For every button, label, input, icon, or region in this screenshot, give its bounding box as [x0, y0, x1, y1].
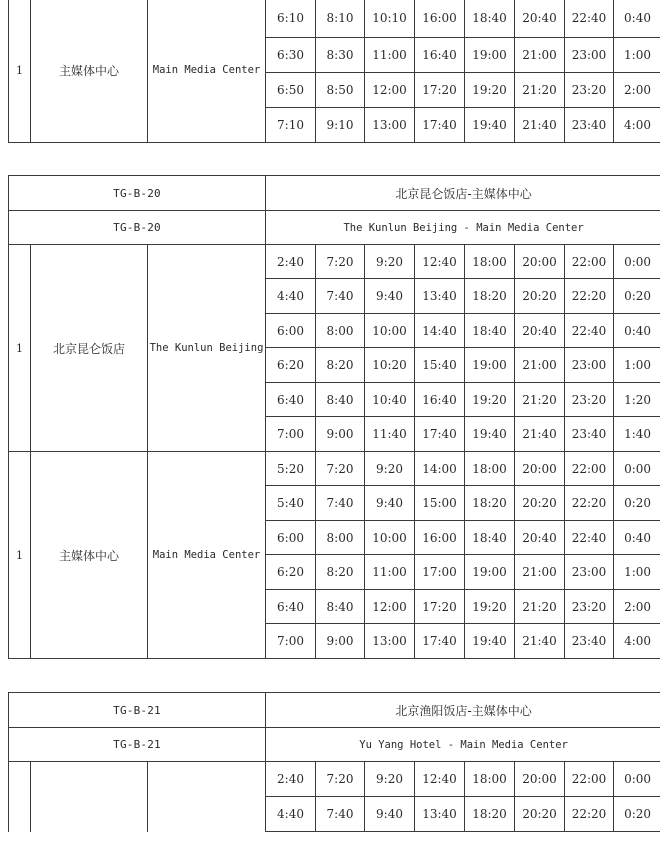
- departure-time: 8:00: [316, 314, 365, 348]
- route-code: TG-B-21: [9, 693, 266, 728]
- departure-time: 22:40: [565, 0, 614, 37]
- departure-time: 8:40: [316, 383, 365, 417]
- departure-time: 9:00: [316, 417, 365, 452]
- departure-time: 7:00: [266, 417, 316, 452]
- route-title-en: Yu Yang Hotel - Main Media Center: [266, 728, 660, 762]
- departure-time: 17:00: [415, 555, 465, 590]
- departure-time: 19:40: [465, 107, 515, 142]
- departure-time: 22:20: [565, 279, 614, 314]
- departure-time: 13:00: [365, 107, 415, 142]
- departure-time: 1:20: [614, 383, 660, 417]
- departure-time: 2:00: [614, 72, 660, 107]
- departure-time: 4:00: [614, 624, 660, 659]
- departure-time: 2:40: [266, 245, 316, 279]
- departure-time: 9:40: [365, 797, 415, 832]
- departure-time: 20:40: [515, 0, 565, 37]
- schedule-table-tg-b-21: [8, 692, 660, 832]
- departure-time: 6:00: [266, 521, 316, 555]
- departure-time: 0:40: [614, 0, 660, 37]
- stop-name-en: The Kunlun Beijing: [148, 245, 266, 452]
- departure-time: 22:40: [565, 521, 614, 555]
- departure-time: 17:20: [415, 590, 465, 624]
- departure-time: 12:00: [365, 72, 415, 107]
- departure-time: 10:00: [365, 314, 415, 348]
- departure-time: 8:40: [316, 590, 365, 624]
- departure-time: 6:00: [266, 314, 316, 348]
- stop-name-en: Main Media Center: [148, 0, 266, 142]
- departure-time: 19:20: [465, 72, 515, 107]
- departure-time: 23:20: [565, 383, 614, 417]
- row-index: 1: [9, 0, 31, 142]
- schedule-table-continued: [8, 0, 660, 143]
- departure-time: 6:20: [266, 555, 316, 590]
- departure-time: 7:20: [316, 452, 365, 486]
- departure-time: 8:20: [316, 555, 365, 590]
- departure-time: 14:00: [415, 452, 465, 486]
- stop-group-kunlun: [9, 245, 660, 452]
- departure-time: 17:40: [415, 417, 465, 452]
- departure-time: 2:00: [614, 590, 660, 624]
- departure-time: 21:00: [515, 348, 565, 383]
- departure-time: 21:20: [515, 383, 565, 417]
- schedule-table-tg-b-20: [8, 175, 660, 659]
- departure-time: 0:40: [614, 314, 660, 348]
- table-header-row: [9, 728, 660, 762]
- departure-time: 10:00: [365, 521, 415, 555]
- departure-time: 18:20: [465, 486, 515, 521]
- departure-time: 20:00: [515, 452, 565, 486]
- departure-time: 13:00: [365, 624, 415, 659]
- departure-time: 20:40: [515, 521, 565, 555]
- departure-time: 15:00: [415, 486, 465, 521]
- stop-name-cn-cell: [31, 762, 148, 832]
- row-index: 1: [9, 452, 31, 659]
- schedule-table-body: [9, 0, 660, 142]
- departure-time: 18:20: [465, 279, 515, 314]
- departure-time: 0:00: [614, 762, 660, 797]
- departure-time: 9:20: [365, 762, 415, 797]
- departure-time: 20:00: [515, 762, 565, 797]
- departure-time: 18:00: [465, 762, 515, 797]
- departure-time: 5:40: [266, 486, 316, 521]
- departure-time: 17:40: [415, 107, 465, 142]
- departure-time: 19:40: [465, 417, 515, 452]
- departure-time: 23:20: [565, 590, 614, 624]
- departure-time: 9:40: [365, 486, 415, 521]
- table-row: [9, 452, 660, 486]
- departure-time: 16:40: [415, 383, 465, 417]
- stop-name-cn: 主媒体中心: [31, 0, 148, 142]
- departure-time: 23:40: [565, 417, 614, 452]
- route-title-cn: 北京渔阳饭店-主媒体中心: [266, 693, 660, 728]
- departure-time: 8:30: [316, 37, 365, 72]
- departure-time: 1:00: [614, 348, 660, 383]
- departure-time: 17:20: [415, 72, 465, 107]
- departure-time: 21:40: [515, 624, 565, 659]
- departure-time: 18:00: [465, 452, 515, 486]
- departure-time: 11:00: [365, 37, 415, 72]
- departure-time: 19:20: [465, 590, 515, 624]
- departure-time: 6:30: [266, 37, 316, 72]
- departure-time: 4:40: [266, 279, 316, 314]
- departure-time: 4:00: [614, 107, 660, 142]
- stop-name-en-cell: [148, 762, 266, 832]
- departure-time: 17:40: [415, 624, 465, 659]
- departure-time: 19:40: [465, 624, 515, 659]
- departure-time: 12:40: [415, 762, 465, 797]
- departure-time: 0:00: [614, 452, 660, 486]
- departure-time: 23:00: [565, 555, 614, 590]
- departure-time: 21:20: [515, 72, 565, 107]
- departure-time: 6:40: [266, 590, 316, 624]
- table-row: [9, 762, 660, 797]
- departure-time: 18:40: [465, 521, 515, 555]
- departure-time: 21:40: [515, 417, 565, 452]
- route-code: TG-B-20: [9, 176, 266, 211]
- departure-time: 9:20: [365, 452, 415, 486]
- departure-time: 19:00: [465, 37, 515, 72]
- departure-time: 8:10: [316, 0, 365, 37]
- departure-time: 23:40: [565, 107, 614, 142]
- departure-time: 6:10: [266, 0, 316, 37]
- departure-time: 18:40: [465, 0, 515, 37]
- departure-time: 21:40: [515, 107, 565, 142]
- departure-time: 7:20: [316, 762, 365, 797]
- departure-time: 0:20: [614, 797, 660, 832]
- departure-time: 6:20: [266, 348, 316, 383]
- table-row: [9, 0, 660, 37]
- departure-time: 22:40: [565, 314, 614, 348]
- departure-time: 19:00: [465, 555, 515, 590]
- departure-time: 18:00: [465, 245, 515, 279]
- stop-name-en: Main Media Center: [148, 452, 266, 659]
- stop-name-cn: 主媒体中心: [31, 452, 148, 659]
- departure-time: 12:40: [415, 245, 465, 279]
- departure-time: 9:20: [365, 245, 415, 279]
- row-index-cell: [9, 762, 31, 832]
- departure-time: 9:40: [365, 279, 415, 314]
- departure-time: 23:40: [565, 624, 614, 659]
- route-title-en: The Kunlun Beijing - Main Media Center: [266, 211, 660, 245]
- departure-time: 11:00: [365, 555, 415, 590]
- departure-time: 2:40: [266, 762, 316, 797]
- departure-time: 8:20: [316, 348, 365, 383]
- row-index: 1: [9, 245, 31, 452]
- route-code: TG-B-21: [9, 728, 266, 762]
- departure-time: 7:10: [266, 107, 316, 142]
- departure-time: 0:00: [614, 245, 660, 279]
- departure-time: 1:40: [614, 417, 660, 452]
- departure-time: 15:40: [415, 348, 465, 383]
- departure-time: 23:00: [565, 37, 614, 72]
- departure-time: 22:00: [565, 245, 614, 279]
- departure-time: 11:40: [365, 417, 415, 452]
- departure-time: 13:40: [415, 797, 465, 832]
- departure-time: 19:00: [465, 348, 515, 383]
- departure-time: 20:40: [515, 314, 565, 348]
- departure-time: 10:10: [365, 0, 415, 37]
- departure-time: 23:20: [565, 72, 614, 107]
- departure-time: 22:20: [565, 486, 614, 521]
- departure-time: 20:20: [515, 279, 565, 314]
- departure-time: 7:20: [316, 245, 365, 279]
- departure-time: 20:00: [515, 245, 565, 279]
- departure-time: 18:40: [465, 314, 515, 348]
- departure-time: 0:20: [614, 279, 660, 314]
- departure-time: 18:20: [465, 797, 515, 832]
- departure-time: 9:10: [316, 107, 365, 142]
- departure-time: 12:00: [365, 590, 415, 624]
- departure-time: 19:20: [465, 383, 515, 417]
- departure-time: 8:00: [316, 521, 365, 555]
- departure-time: 10:40: [365, 383, 415, 417]
- departure-time: 9:00: [316, 624, 365, 659]
- departure-time: 22:00: [565, 452, 614, 486]
- departure-time: 20:20: [515, 486, 565, 521]
- departure-time: 7:00: [266, 624, 316, 659]
- departure-time: 14:40: [415, 314, 465, 348]
- departure-time: 16:40: [415, 37, 465, 72]
- table-header-row: [9, 211, 660, 245]
- departure-time: 21:00: [515, 555, 565, 590]
- departure-time: 23:00: [565, 348, 614, 383]
- departure-time: 0:40: [614, 521, 660, 555]
- departure-time: 7:40: [316, 279, 365, 314]
- stop-name-cn: 北京昆仑饭店: [31, 245, 148, 452]
- departure-time: 22:20: [565, 797, 614, 832]
- stop-group-media-center: [9, 452, 660, 659]
- departure-time: 1:00: [614, 555, 660, 590]
- departure-time: 13:40: [415, 279, 465, 314]
- table-header-row: [9, 693, 660, 728]
- departure-time: 21:00: [515, 37, 565, 72]
- departure-time: 21:20: [515, 590, 565, 624]
- departure-time: 20:20: [515, 797, 565, 832]
- departure-time: 7:40: [316, 486, 365, 521]
- departure-time: 7:40: [316, 797, 365, 832]
- departure-time: 6:50: [266, 72, 316, 107]
- table-header-row: [9, 176, 660, 211]
- departure-time: 22:00: [565, 762, 614, 797]
- table-row: [9, 245, 660, 279]
- departure-time: 6:40: [266, 383, 316, 417]
- departure-time: 5:20: [266, 452, 316, 486]
- departure-time: 4:40: [266, 797, 316, 832]
- departure-time: 1:00: [614, 37, 660, 72]
- departure-time: 16:00: [415, 0, 465, 37]
- departure-time: 16:00: [415, 521, 465, 555]
- route-code: TG-B-20: [9, 211, 266, 245]
- departure-time: 0:20: [614, 486, 660, 521]
- departure-time: 8:50: [316, 72, 365, 107]
- route-title-cn: 北京昆仑饭店-主媒体中心: [266, 176, 660, 211]
- departure-time: 10:20: [365, 348, 415, 383]
